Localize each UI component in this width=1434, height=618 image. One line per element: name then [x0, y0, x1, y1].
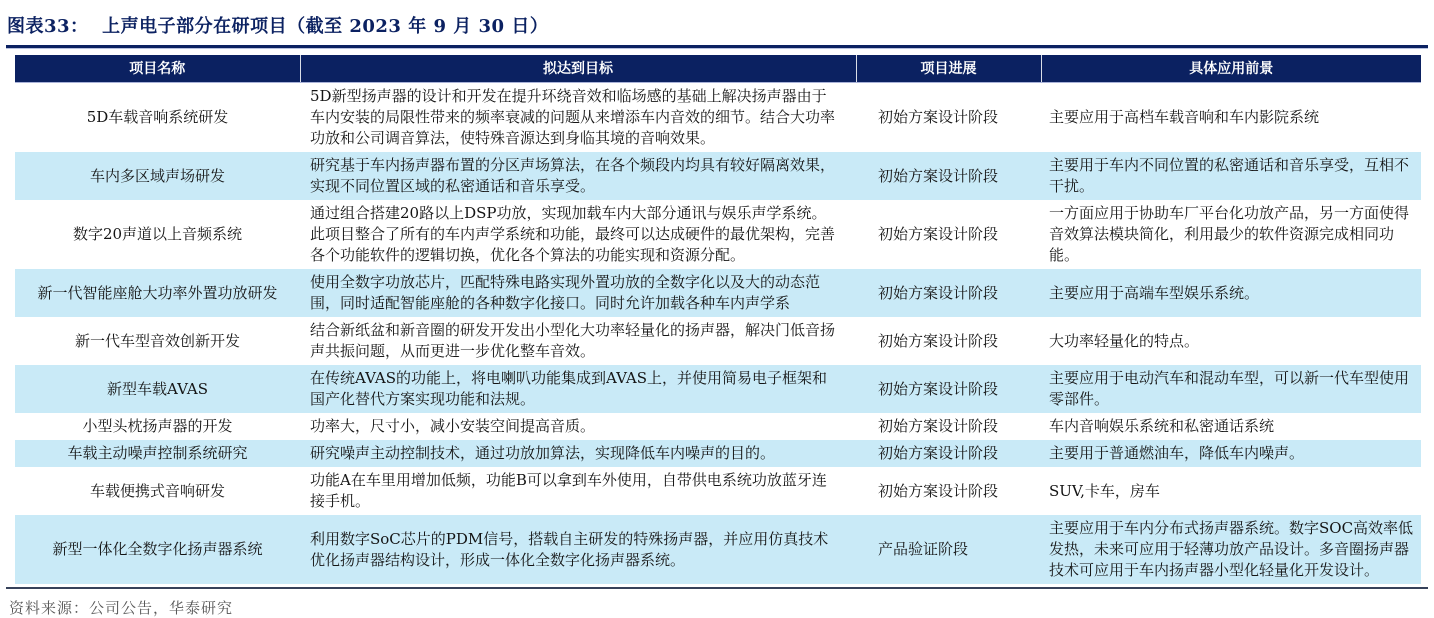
table-row	[15, 467, 1421, 515]
project-name-cell: 新型一体化全数字化扬声器系统	[52, 540, 263, 558]
table-row	[15, 83, 1421, 153]
progress-cell: 初始方案设计阶段	[878, 444, 999, 462]
column-header: 具体应用前景	[1041, 55, 1421, 83]
table-body	[15, 83, 1421, 585]
target-cell: 研究噪声主动控制技术，通过功放加算法，实现降低车内噪声的目的。	[310, 444, 776, 462]
title-divider	[6, 45, 1428, 49]
target-cell: 在传统AVAS的功能上，将电喇叭功能集成到AVAS上，并使用简易电子框架和国产化替代方案实现功能和法规。	[310, 369, 828, 408]
table-row	[15, 269, 1421, 317]
header-row	[15, 55, 1421, 83]
prospect-cell: 主要应用于车内分布式扬声器系统。数字SOC高效率低发热，未来可应用于轻薄功放产品设计。多音圈扬声器技术可应用于车内扬声器小型化轻量化开发设计。	[1049, 519, 1414, 579]
target-cell: 使用全数字功放芯片，匹配特殊电路实现外置功放的全数字化以及大的动态范围，同时适配智能座舱的各种数字化接口。同时允许加载各种车内声学系	[310, 273, 821, 312]
project-name-cell: 新一代车型音效创新开发	[74, 331, 240, 350]
column-header: 项目进展	[856, 55, 1041, 83]
prospect-cell: 主要应用于高档车载音响和车内影院系统	[1049, 108, 1320, 126]
table-row	[15, 200, 1421, 269]
table-row	[15, 413, 1421, 440]
progress-cell: 初始方案设计阶段	[878, 331, 999, 350]
prospect-cell: 大功率轻量化的特点。	[1049, 331, 1200, 350]
target-cell: 5D新型扬声器的设计和开发在提升环绕音效和临场感的基础上解决扬声器由于车内安装的局限性带来的频率衰减的问题从来增添车内音效的细节。结合大功率功放和公司调音算法，使特殊音源达到身临其境的音响效果。	[310, 87, 836, 147]
target-cell: 研究基于车内扬声器布置的分区声场算法，在各个频段内均具有较好隔离效果，实现不同位置区域的私密通话和音乐享受。	[310, 156, 836, 195]
column-header: 拟达到目标	[300, 55, 856, 83]
target-cell: 利用数字SoC芯片的PDM信号，搭载自主研发的特殊扬声器，并应用仿真技术优化扬声器结构设计，形成一体化全数字化扬声器系统。	[310, 529, 829, 569]
progress-cell: 初始方案设计阶段	[878, 417, 999, 435]
target-cell: 结合新纸盆和新音圈的研发开发出小型化大功率轻量化的扬声器，解决门低音扬声共振问题，从而更进一步优化整车音效。	[310, 321, 836, 360]
prospect-cell: 主要应用于高端车型娱乐系统。	[1049, 283, 1260, 302]
figure-title: 图表33： 上声电子部分在研项目（截至 2023 年 9 月 30 日）	[7, 16, 549, 37]
table-row	[15, 515, 1421, 584]
project-name-cell: 数字20声道以上音频系统	[72, 225, 243, 243]
project-name-cell: 车内多区域声场研发	[89, 166, 225, 185]
project-name-cell: 新一代智能座舱大功率外置功放研发	[37, 283, 278, 302]
project-name-cell: 5D车载音响系统研发	[86, 108, 229, 126]
target-cell: 功率大，尺寸小，减小安装空间提高音质。	[310, 417, 596, 435]
progress-cell: 初始方案设计阶段	[878, 108, 999, 126]
target-cell: 通过组合搭建20路以上DSP功放，实现加载车内大部分通讯与娱乐声学系统。此项目整合了所有的车内声学系统和功能，最终可以达成硬件的最优架构，完善各个功能软件的逻辑切换，优化各个算法的功能实现和资源分配。	[310, 204, 836, 264]
progress-cell: 初始方案设计阶段	[878, 225, 999, 243]
progress-cell: 初始方案设计阶段	[878, 379, 999, 398]
project-name-cell: 新型车载AVAS	[106, 379, 208, 398]
prospect-cell: 车内音响娱乐系统和私密通话系统	[1049, 417, 1275, 435]
progress-cell: 产品验证阶段	[878, 540, 969, 558]
target-cell: 功能A在车里用增加低频，功能B可以拿到车外使用，自带供电系统功放蓝牙连接手机。	[310, 471, 827, 510]
table-row	[15, 365, 1421, 413]
progress-cell: 初始方案设计阶段	[878, 166, 999, 185]
progress-cell: 初始方案设计阶段	[878, 283, 999, 302]
table-row	[15, 152, 1421, 200]
prospect-cell: 主要用于车内不同位置的私密通话和音乐享受，互相不干扰。	[1049, 156, 1410, 195]
project-name-cell: 小型头枕扬声器的开发	[82, 417, 233, 435]
prospect-cell: 主要用于普通燃油车，降低车内噪声。	[1049, 444, 1305, 462]
table-row	[15, 440, 1421, 467]
prospect-cell: SUV,卡车，房车	[1049, 481, 1160, 500]
projects-table	[15, 55, 1421, 584]
project-name-cell: 车载主动噪声控制系统研究	[67, 444, 248, 462]
column-header: 项目名称	[15, 55, 300, 83]
progress-cell: 初始方案设计阶段	[878, 481, 999, 500]
source-note: 资料来源：公司公告，华泰研究	[9, 599, 234, 617]
table-row	[15, 317, 1421, 365]
table-header	[15, 55, 1421, 83]
project-name-cell: 车载便携式音响研发	[89, 481, 225, 500]
prospect-cell: 主要应用于电动汽车和混动车型，可以新一代车型使用零部件。	[1049, 369, 1410, 408]
prospect-cell: 一方面应用于协助车厂平台化功放产品，另一方面使得音效算法模块简化，利用最少的软件资源完成相同功能。	[1049, 204, 1410, 264]
